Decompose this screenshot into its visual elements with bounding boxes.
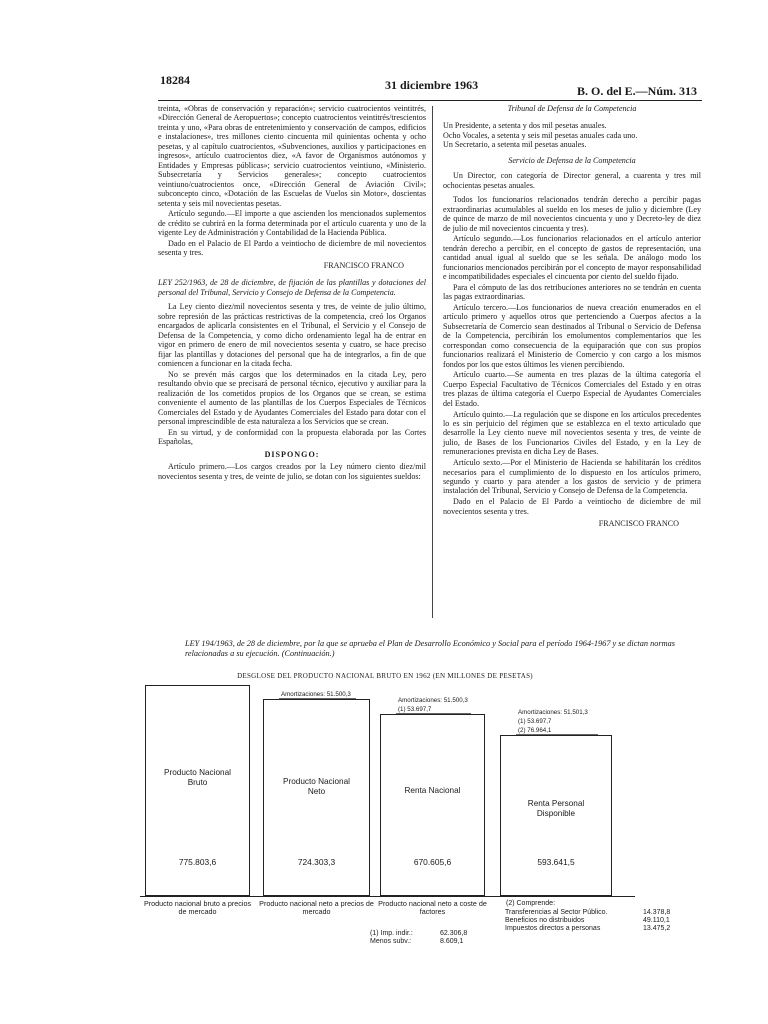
footnote-label: Menos subv.: (370, 938, 412, 945)
footnote-label: Transferencias al Sector Público. (505, 909, 608, 916)
chart-title: DESGLOSE DEL PRODUCTO NACIONAL BRUTO EN 1962 (EN MILLONES DE PESETAS) (237, 672, 533, 680)
bar-caption: Producto nacional bruto a precios de mercado (143, 899, 252, 917)
bar-annotation: Amortizaciones: 51.500,3 (398, 697, 468, 704)
tribunal-line: Un Secretario, a setenta mil pesetas anuales. (443, 140, 587, 150)
footnote-value: 49.110,1 (643, 917, 670, 924)
bar-caption: Producto nacional neto a coste de factores (378, 899, 487, 917)
page-number: 18284 (160, 73, 190, 87)
chart-bar (500, 735, 612, 896)
bar-annotation: (1) 53.697,7 (398, 706, 432, 713)
servicio-line: Un Director, con categoría de Director general, a cuarenta y tres mil ochocientas pesetas anuales. (443, 171, 701, 190)
bar-label: Renta Nacional (404, 786, 461, 795)
right-paragraph: Todos los funcionarios relacionados tendrán derecho a percibir pagas extraordinarias acumulables al sueldo en los meses de julio y diciembre (Ley de quince de marzo de mil novecientos cincuenta y uno y Decreto-ley de diez de julio de mil novecientos cincuenta y tres). (443, 195, 701, 233)
column-divider (432, 106, 433, 618)
footnote-line (505, 925, 695, 934)
body-paragraph: No se prevén más cargos que los determinados en la citada Ley, pero resultando obvio que se precisará de personal técnico, ejecutivo y auxiliar para la realización de los cometidos propios de los Organos que se crean, se estima conveniente el aumento de las plantillas de los Cuerpos Especiales de Técnicos Comerciales del Estado y de Ayudantes Comerciales del Estado para dotar con el personal imprescindible de esta naturaleza a los Servicios que se crean. (158, 369, 426, 427)
bar-annotation: Amortizaciones: 51.500,3 (281, 691, 351, 698)
tribunal-line: Ocho Vocales, a setenta y seis mil pesetas anuales cada uno. (443, 130, 638, 140)
bar-value: 724.303,3 (297, 857, 336, 867)
footnote-value: 62.306,8 (440, 930, 468, 937)
bar-annotation: (1) 53.697,7 (518, 718, 552, 725)
right-paragraph: Artículo cuarto.—Se aumenta en tres plazas de la última categoría el Cuerpo Especial Facultativo de Técnicos Comerciales del Estado y en otras tres plazas de última categoría el Cuerpo Especial de Ayudantes Comerciales del Estado. (443, 370, 701, 408)
bar-annotation: (2) 76.964,1 (518, 727, 552, 734)
right-paragraph: Dado en el Palacio de El Pardo a veintiocho de diciembre de mil novecientos sesenta y tres. (443, 497, 701, 516)
bar-label: Producto Nacional Neto (283, 777, 350, 796)
continuation-paragraph: treinta, «Obras de conservación y reparación»; servicio cuatrocientos veintitrés, «Dirección General de Aeropuertos»; concepto cuatrocientos veintitrés/trescientos treinta y uno, «Para obras de entretenimiento y conservación de campos, edificios e instalaciones», tres millones ciento cincuenta mil quinientas ochenta y ocho pesetas, y al capítulo cuatrocientos, «Subvenciones, auxilios y participaciones en ingresos», artículo cuatrocientos diez, «A favor de Organismos autónomos y Entidades y Empresas públicas»; servicio cuatrocientos veintiuno, «Ministerio. Subsecretaría y Servicios generales»; concepto cuatrocientos veintiuno/cuatrocientos once, «Dirección General de Aviación Civil»; subconcepto cinco, «Dotación de las Escuelas de Vuelos sin Motor», doscientas setenta y seis mil novecientas pesetas. (158, 104, 426, 208)
bar-caption: Producto nacional neto a precios de mercado (259, 899, 374, 917)
bar-value: 775.803,6 (178, 857, 217, 867)
signature: FRANCISCO FRANCO (323, 260, 404, 270)
dispongo-heading: DISPONGO: (264, 449, 320, 459)
chart-bar (263, 699, 370, 896)
issue-date: 31 diciembre 1963 (385, 78, 479, 92)
footnote-label: (1) Imp. indir.: (370, 930, 413, 937)
right-paragraph: Para el cómputo de las dos retribuciones anteriores no se tendrán en cuenta las pagas extraordinarias. (443, 282, 701, 302)
body-paragraph: La Ley ciento diez/mil novecientos sesenta y tres, de veinte de julio último, sobre represión de las prácticas restrictivas de la competencia, creó los Organos encargados de aplicarla consistentes en el Tribunal, el Servicio y el Consejo de Defensa de la Competencia, y como dicho ordenamiento legal ha de entrar en vigor en primero de enero de mil novecientos sesenta y cuatro, se hace preciso fijar las plantillas y dotaciones del personal que ha de integrarlos, a fin de que comiencen a funcionar en la citada fecha. (158, 302, 426, 369)
bar-value: 593.641,5 (537, 857, 575, 867)
left-column (158, 104, 426, 482)
article-first-paragraph: Artículo primero.—Los cargos creados por la Ley número ciento diez/mil novecientos sesenta y tres, de veinte de julio, se dotan con los siguientes sueldos: (158, 462, 426, 481)
footnote-label: Beneficios no distribuidos (505, 917, 585, 924)
footnote-value: 8.609,1 (440, 938, 464, 945)
tribunal-line: Un Presidente, a setenta y dos mil pesetas anuales. (443, 121, 607, 131)
footnote-value: 13.475,2 (643, 925, 671, 932)
bar-value: 670.605,6 (413, 857, 452, 867)
annotation-rule (279, 698, 356, 699)
article-second-paragraph: Artículo segundo.—El importe a que ascienden los mencionados suplementos de crédito se cubrirá en la forma determinada por el artículo cuarenta y uno de la vigente Ley de Administración y Contabilidad de la Hacienda Pública. (158, 209, 426, 238)
chart-bar (145, 685, 250, 896)
right-paragraph: Artículo quinto.—La regulación que se dispone en los artículos precedentes lo es sin perjuicio del régimen que se establezca en el texto articulado que desarrolle la Ley ciento nueve mil novecientos sesenta y tres, de veinte de julio, de Bases de los Funcionarios Civiles del Estado, y en la Ley de remuneraciones prevista en dicha Ley de Bases. (443, 409, 701, 457)
right-paragraph: Artículo sexto.—Por el Ministerio de Hacienda se habilitarán los créditos necesarios para el cumplimiento de lo dispuesto en los artículos primero, segundo y cuarto y para atender a los gastos de servicio y de primera instalación del Tribunal, Servicio y Consejo de Defensa de la Competencia. (443, 458, 701, 496)
bar-annotation: Amortizaciones: 51.501,3 (518, 709, 588, 716)
gazette-reference: B. O. del E.—Núm. 313 (577, 84, 698, 98)
dated-paragraph: Dado en el Palacio de El Pardo a veintiocho de diciembre de mil novecientos sesenta y tres. (158, 238, 426, 258)
bar-label: Producto Nacional Bruto (164, 768, 231, 787)
footnote-line (370, 938, 560, 947)
right-paragraph: Artículo segundo.—Los funcionarios relacionados en el artículo anterior tendrán derecho a percibir, en el concepto de gastos de representación, una cantidad anual igual al sueldo que se les señala. De análogo modo los funcionarios mencionados percibirán por el concepto de mayor responsabilidad e incompatibilidades especiales el cincuenta por ciento del sueldo fijado. (443, 234, 701, 282)
right-paragraph: Artículo tercero.—Los funcionarios de nueva creación enumerados en el artículo primero y aquellos otros que pertenciendo a Cuerpos afectos a la Subsecretaría de Comercio sean destinados al Tribunal o Servicio de Defensa de la Competencia, percibirán los emolumentos complementarios que les correspondan como consecuencia de la equiparación que con sus propios funcionarios realizará el Ministerio de Comercio y con cargo a los mismos fondos por los que estos últimos les vienen percibiendo. (443, 303, 701, 369)
footnote-value: 14.378,8 (643, 909, 671, 916)
chart-bar (380, 714, 485, 896)
body-paragraph: En su virtud, y de conformidad con la propuesta elaborada por las Cortes Españolas, (158, 427, 426, 447)
bar-label: Renta Personal Disponible (527, 799, 585, 818)
law-194-heading: LEY 194/1963, de 28 de diciembre, por la que se aprueba el Plan de Desarrollo Económico y Social para el período 1964-1967 y se dictan normas relacionadas a su ejecución. (Continuación.) (185, 639, 675, 658)
chart-area (140, 680, 720, 980)
law-heading: LEY 252/1963, de 28 de diciembre, de fijación de las plantillas y dotaciones del personal del Tribunal, Servicio y Consejo de Defensa de la Competencia. (158, 278, 426, 297)
header-rule (158, 100, 702, 101)
section-heading-servicio: Servicio de Defensa de la Competencia (508, 155, 636, 165)
footnote-label: Impuestos directos a personas (505, 925, 601, 932)
annotation-rule (396, 713, 471, 714)
chart-baseline (140, 896, 635, 897)
right-column (443, 104, 701, 537)
footnote-title: (2) Comprende: (506, 900, 556, 907)
signature: FRANCISCO FRANCO (598, 519, 679, 529)
section-heading-tribunal: Tribunal de Defensa de la Competencia (507, 104, 637, 113)
annotation-rule (516, 734, 598, 735)
